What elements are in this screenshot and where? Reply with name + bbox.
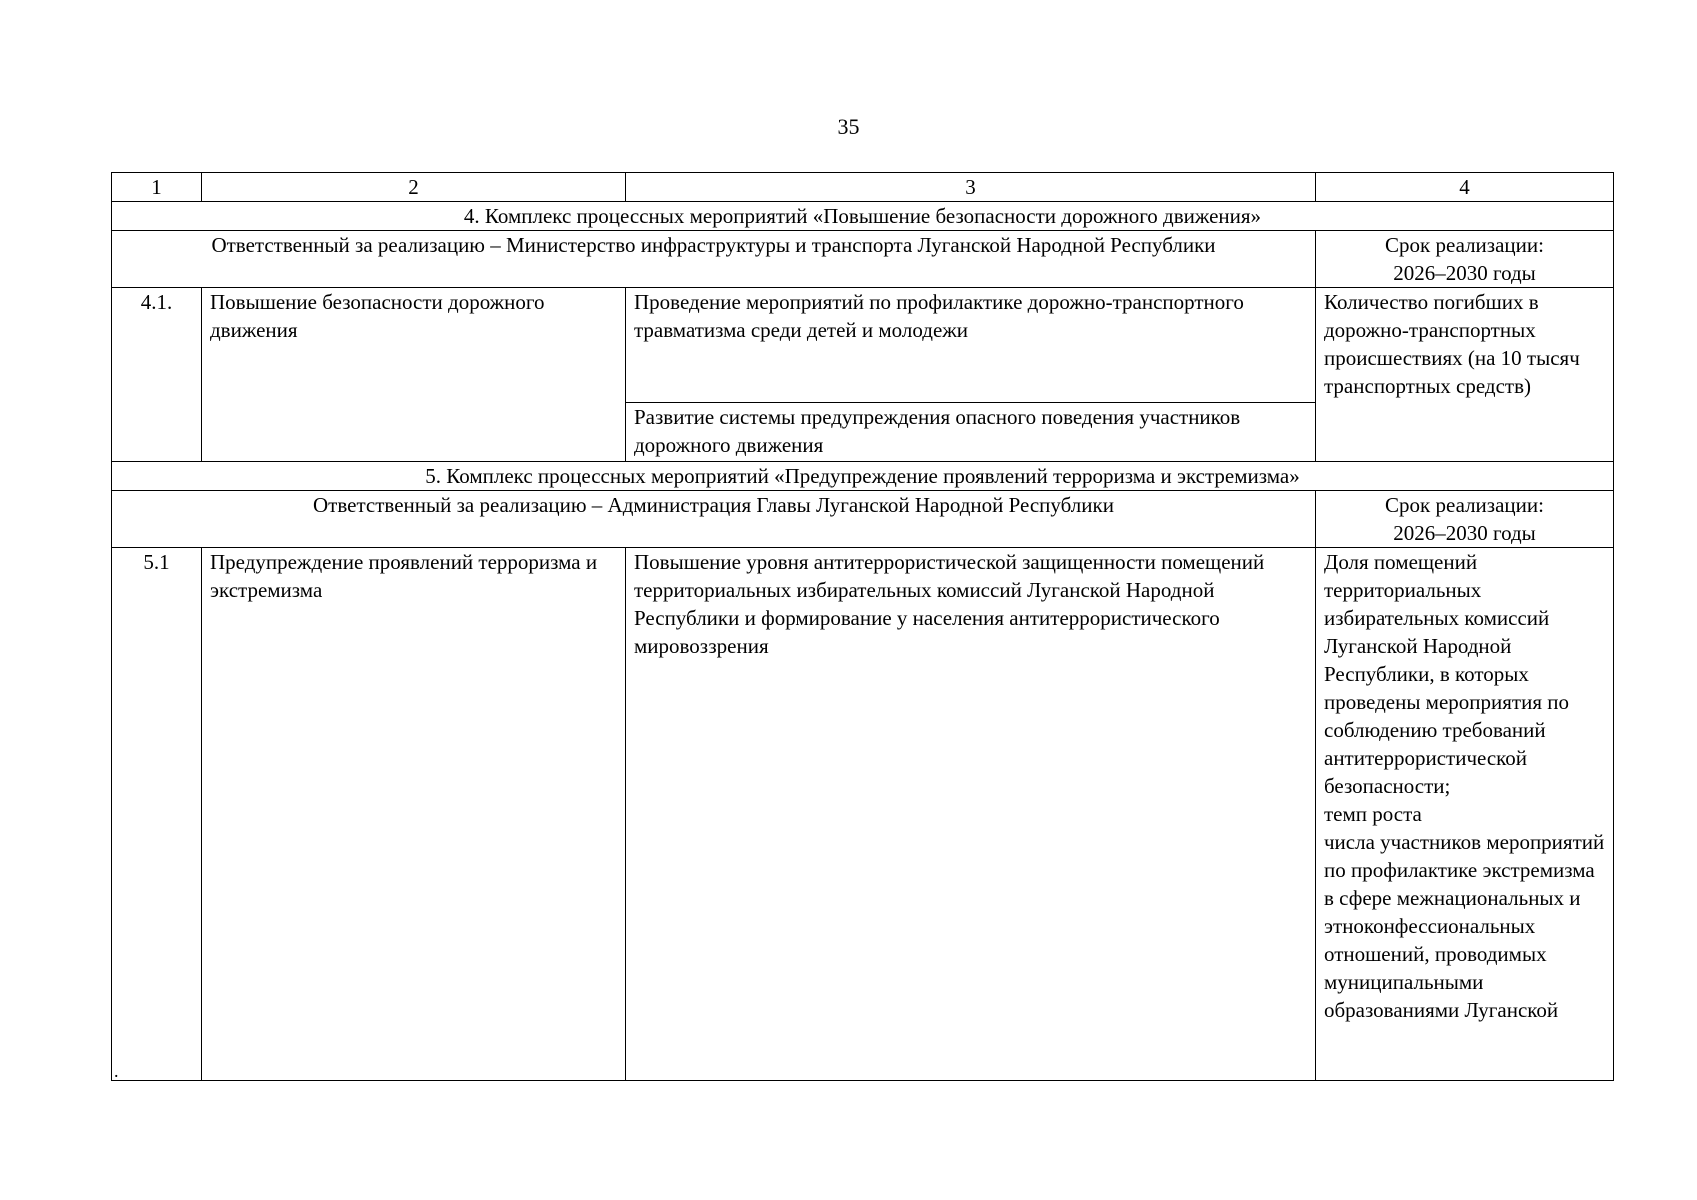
- indicator-cell: Доля помещений территориальных избирательных комиссий Луганской Народной Республики, в которых проведены мероприятия по соблюдению требований антитеррористической безопасности; темп роста числа участников мероприятий по профилактике экстремизма в сфере межнациональных и этноконфессиональных отношений, проводимых муниципальными образованиями Луганской: [1316, 548, 1614, 1081]
- page-number: 35: [837, 114, 860, 139]
- section-4-term: [1316, 231, 1614, 288]
- program-table: [111, 172, 1614, 1081]
- activity-cell: Проведение мероприятий по профилактике дорожно-транспортного травматизма среди детей и молодежи: [626, 288, 1316, 403]
- stray-dot: .: [114, 1061, 119, 1081]
- table-header-row: [112, 173, 1614, 202]
- responsible-row: [112, 231, 1614, 288]
- task-cell: Предупреждение проявлений терроризма и экстремизма: [202, 548, 626, 1081]
- term-label: Срок реализации:: [1385, 493, 1544, 517]
- table-row: [112, 548, 1614, 1081]
- section-title-row: [112, 462, 1614, 491]
- term-years: 2026–2030 годы: [1393, 521, 1536, 545]
- activity-cell: Развитие системы предупреждения опасного поведения участников дорожного движения: [626, 403, 1316, 462]
- responsible-row: [112, 491, 1614, 548]
- section-5-term: [1316, 491, 1614, 548]
- term-label: Срок реализации:: [1385, 233, 1544, 257]
- section-4-responsible: Ответственный за реализацию – Министерство инфраструктуры и транспорта Луганской Народной Республики: [112, 231, 1316, 288]
- section-title-row: [112, 202, 1614, 231]
- column-header-1: 1: [112, 173, 202, 202]
- row-number-cell: [112, 548, 202, 1081]
- table-row: [112, 288, 1614, 403]
- indicator-cell: Количество погибших в дорожно-транспортных происшествиях (на 10 тысяч транспортных средств): [1316, 288, 1614, 462]
- column-header-3: 3: [626, 173, 1316, 202]
- section-5-title: 5. Комплекс процессных мероприятий «Предупреждение проявлений терроризма и экстремизма»: [112, 462, 1614, 491]
- task-cell: Повышение безопасности дорожного движения: [202, 288, 626, 462]
- activity-cell: Повышение уровня антитеррористической защищенности помещений территориальных избирательных комиссий Луганской Народной Республики и формирование у населения антитеррористического мировоззрения: [626, 548, 1316, 1081]
- column-header-4: 4: [1316, 173, 1614, 202]
- row-number: 5.1: [143, 550, 170, 574]
- row-number: 4.1.: [112, 288, 202, 462]
- section-5-responsible: Ответственный за реализацию – Администрация Главы Луганской Народной Республики: [112, 491, 1316, 548]
- term-years: 2026–2030 годы: [1393, 261, 1536, 285]
- column-header-2: 2: [202, 173, 626, 202]
- section-4-title: 4. Комплекс процессных мероприятий «Повышение безопасности дорожного движения»: [112, 202, 1614, 231]
